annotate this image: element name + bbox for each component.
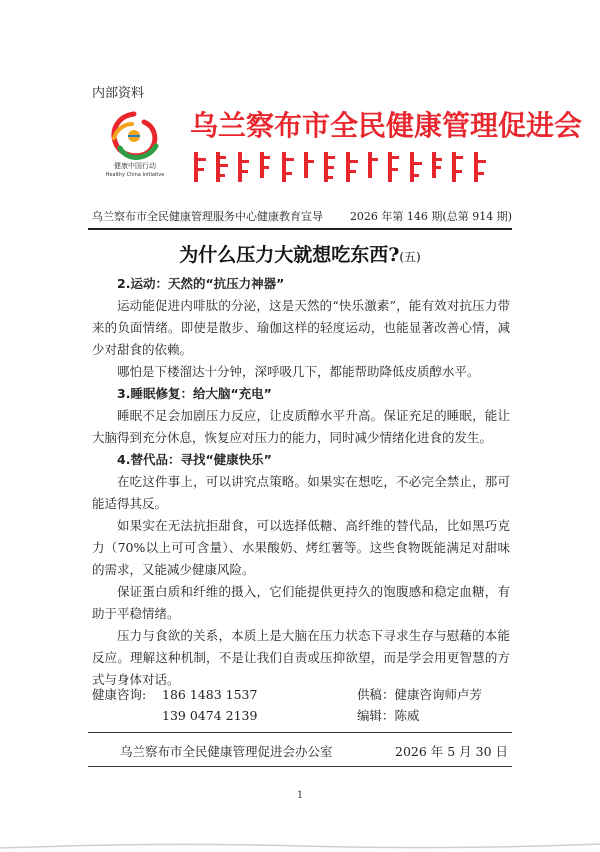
section-heading: 3.睡眠修复：给大脑“充电” xyxy=(117,386,272,401)
section-heading: 2.运动：天然的“抗压力神器” xyxy=(117,276,285,291)
section-heading: 4.替代品：寻找“健康快乐” xyxy=(117,452,272,467)
article-body xyxy=(92,273,510,691)
article-title-suffix: (五) xyxy=(399,250,421,264)
body-paragraph: 保证蛋白质和纤维的摄入，它们能提供更持久的饱腹感和稳定血糖，有助于平稳情绪。 xyxy=(92,584,510,621)
mongolian-script-banner xyxy=(190,148,495,188)
editor-credit: 编辑：陈威 xyxy=(357,708,420,723)
contact-phone-1: 186 1483 1537 xyxy=(162,687,258,702)
footer-date: 2026 年 5 月 30 日 xyxy=(395,744,509,759)
issue-subheader xyxy=(92,208,512,224)
issue-number: 2026 年第 146 期(总第 914 期) xyxy=(349,210,512,223)
body-paragraph: 在吃这件事上，可以讲究点策略。如果实在想吃，不必完全禁止，那可能适得其反。 xyxy=(92,474,510,511)
article-title-text: 为什么压力大就想吃东西? xyxy=(179,244,400,266)
footer-office: 乌兰察布市全民健康管理促进会办公室 xyxy=(120,744,333,759)
publisher-line: 乌兰察布市全民健康管理服务中心健康教育宣导 xyxy=(92,210,323,223)
body-paragraph: 压力与食欲的关系，本质上是大脑在压力状态下寻求生存与慰藉的本能反应。理解这种机制，不是让我们自责或压抑欲望，而是学会用更智慧的方式与身体对话。 xyxy=(92,628,510,687)
contact-phone-2: 139 0474 2139 xyxy=(162,708,258,723)
org-title: 乌兰察布市全民健康管理促进会 xyxy=(190,109,583,142)
contact-label: 健康咨询: xyxy=(92,687,147,702)
internal-label: 内部资料 xyxy=(92,86,145,101)
supply-credit: 供稿：健康咨询师卢芳 xyxy=(357,687,483,702)
footer-rule-bottom xyxy=(88,766,512,767)
page-number: 1 xyxy=(296,790,304,801)
footer-rule-top xyxy=(88,732,512,733)
body-paragraph: 睡眠不足会加剧压力反应，让皮质醇水平升高。保证充足的睡眠，能让大脑得到充分休息，恢复应对压力的能力，同时减少情绪化进食的发生。 xyxy=(92,408,510,445)
logo-caption: 健康中国行动 Healthy China Initiative xyxy=(105,162,165,178)
body-paragraph: 运动能促进内啡肽的分泌，这是天然的“快乐激素”，能有效对抗压力带来的负面情绪。即使是散步、瑜伽这样的轻度运动，也能显著改善心情，减少对甜食的依赖。 xyxy=(92,298,510,357)
article-title xyxy=(88,240,512,267)
body-paragraph: 如果实在无法抗拒甜食，可以选择低糖、高纤维的替代品，比如黑巧克力（70%以上可可含量）、水果酸奶、烤红薯等。这些食物既能满足对甜味的需求，又能减少健康风险。 xyxy=(92,518,510,577)
header-divider xyxy=(88,228,512,230)
body-paragraph: 哪怕是下楼溜达十分钟，深呼吸几下，都能帮助降低皮质醇水平。 xyxy=(117,364,480,379)
scan-edge-mark xyxy=(0,838,600,852)
